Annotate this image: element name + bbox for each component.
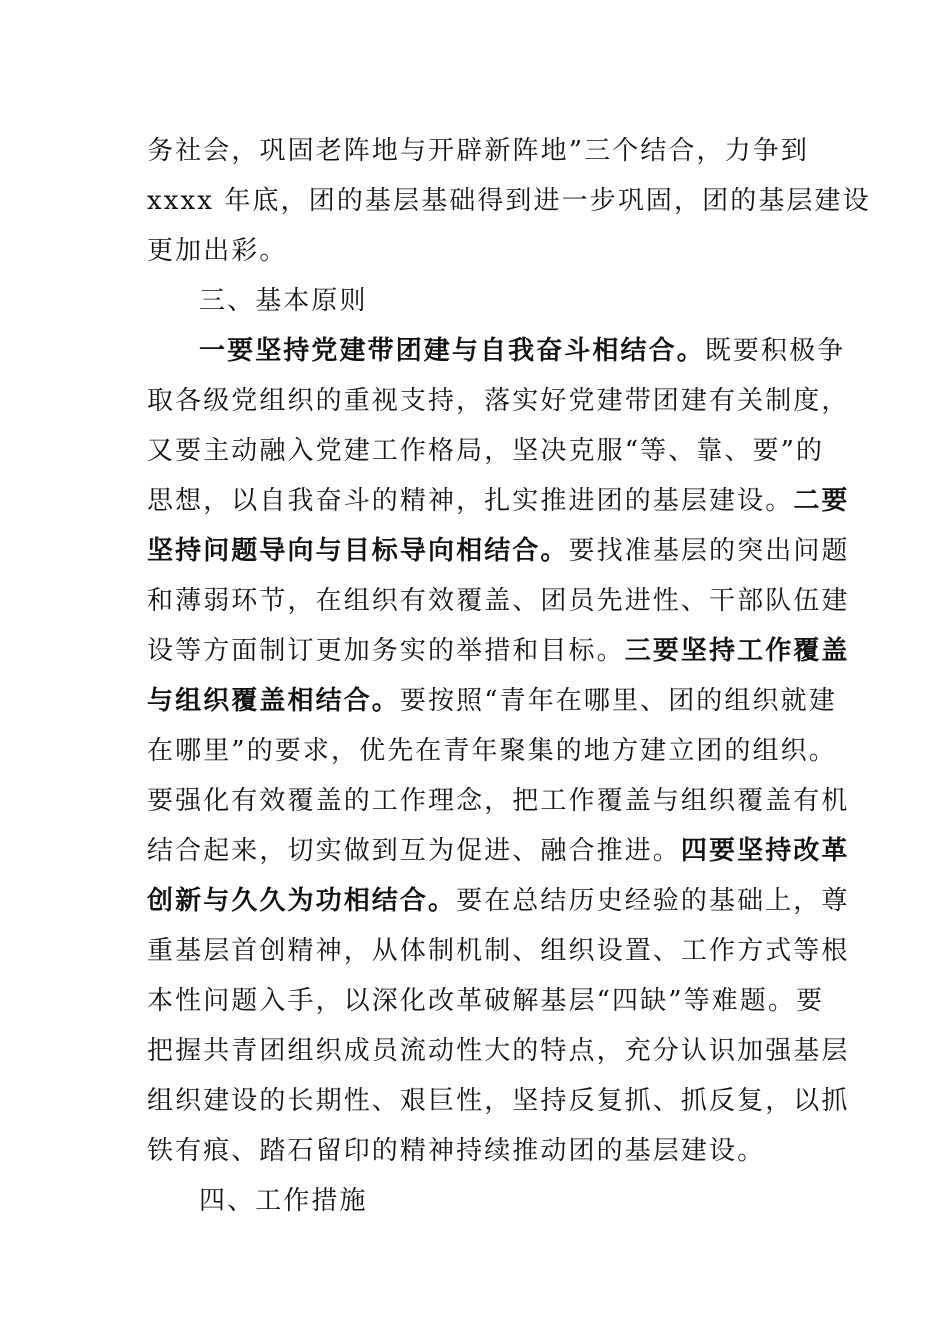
section-heading-measures: 四、工作措施: [199, 1186, 368, 1216]
text-line-18: 本性问题入手，以深化改革破解基层“四缺”等难题。要: [147, 986, 825, 1016]
text-line-8-start: 思想，以自我奋斗的精神，扎实推进团的基层建设。: [147, 486, 794, 516]
text-line-16-rest: 要在总结历史经验的基础上，尊: [456, 886, 850, 916]
principle-two-title-end: 坚持问题导向与目标导向相结合。: [147, 536, 569, 566]
text-line-3: 更加出彩。: [147, 236, 288, 266]
section-heading-principles: 三、基本原则: [199, 286, 368, 316]
text-line-7: 又要主动融入党建工作格局，坚决克服“等、靠、要”的: [147, 436, 825, 466]
text-line-11-start: 设等方面制订更加务实的举措和目标。: [147, 636, 625, 666]
text-line-19: 把握共青团组织成员流动性大的特点，充分认识加强基层: [147, 1036, 850, 1066]
text-line-10: 和薄弱环节，在组织有效覆盖、团员先进性、干部队伍建: [147, 586, 850, 616]
principle-one-title: 一要坚持党建带团建与自我奋斗相结合。: [199, 336, 705, 366]
principle-three-title-end: 与组织覆盖相结合。: [147, 686, 400, 716]
text-line-9: [147, 526, 850, 576]
principle-three-title-start: 三要坚持工作覆盖: [624, 636, 850, 666]
text-line-20: 组织建设的长期性、艰巨性，坚持反复抓、抓反复，以抓: [147, 1086, 850, 1116]
text-line-8: [147, 476, 850, 526]
text-line-14: 要强化有效覆盖的工作理念，把工作覆盖与组织覆盖有机: [147, 786, 850, 816]
text-line-5-rest: 既要积极争: [704, 336, 846, 366]
principle-four-title-start: 四要坚持改革: [680, 836, 850, 866]
text-line-21: 铁有痕、踏石留印的精神持续推动团的基层建设。: [147, 1136, 766, 1166]
text-line-2: xxxx 年底，团的基层基础得到进一步巩固，团的基层建设: [147, 186, 871, 216]
text-line-9-rest: 要找准基层的突出问题: [568, 536, 850, 566]
text-line-15: [147, 826, 850, 876]
text-line-13: 在哪里”的要求，优先在青年聚集的地方建立团的组织。: [147, 736, 837, 766]
principle-four-title-end: 创新与久久为功相结合。: [147, 886, 457, 916]
text-line-5: [147, 326, 846, 376]
text-line-17: 重基层首创精神，从体制机制、组织设置、工作方式等根: [147, 936, 850, 966]
text-line-12: [147, 676, 837, 726]
principle-two-title-start: 二要: [793, 486, 850, 516]
text-line-1: 务社会，巩固老阵地与开辟新阵地”三个结合，力争到: [147, 136, 809, 166]
text-line-12-rest: 要按照“青年在哪里、团的组织就建: [399, 686, 837, 716]
document-body: [147, 126, 871, 1226]
text-line-11: [147, 626, 850, 676]
text-line-15-start: 结合起来，切实做到互为促进、融合推进。: [147, 836, 681, 866]
text-line-6: 取各级党组织的重视支持，落实好党建带团建有关制度，: [147, 386, 850, 416]
text-line-16: [147, 876, 850, 926]
